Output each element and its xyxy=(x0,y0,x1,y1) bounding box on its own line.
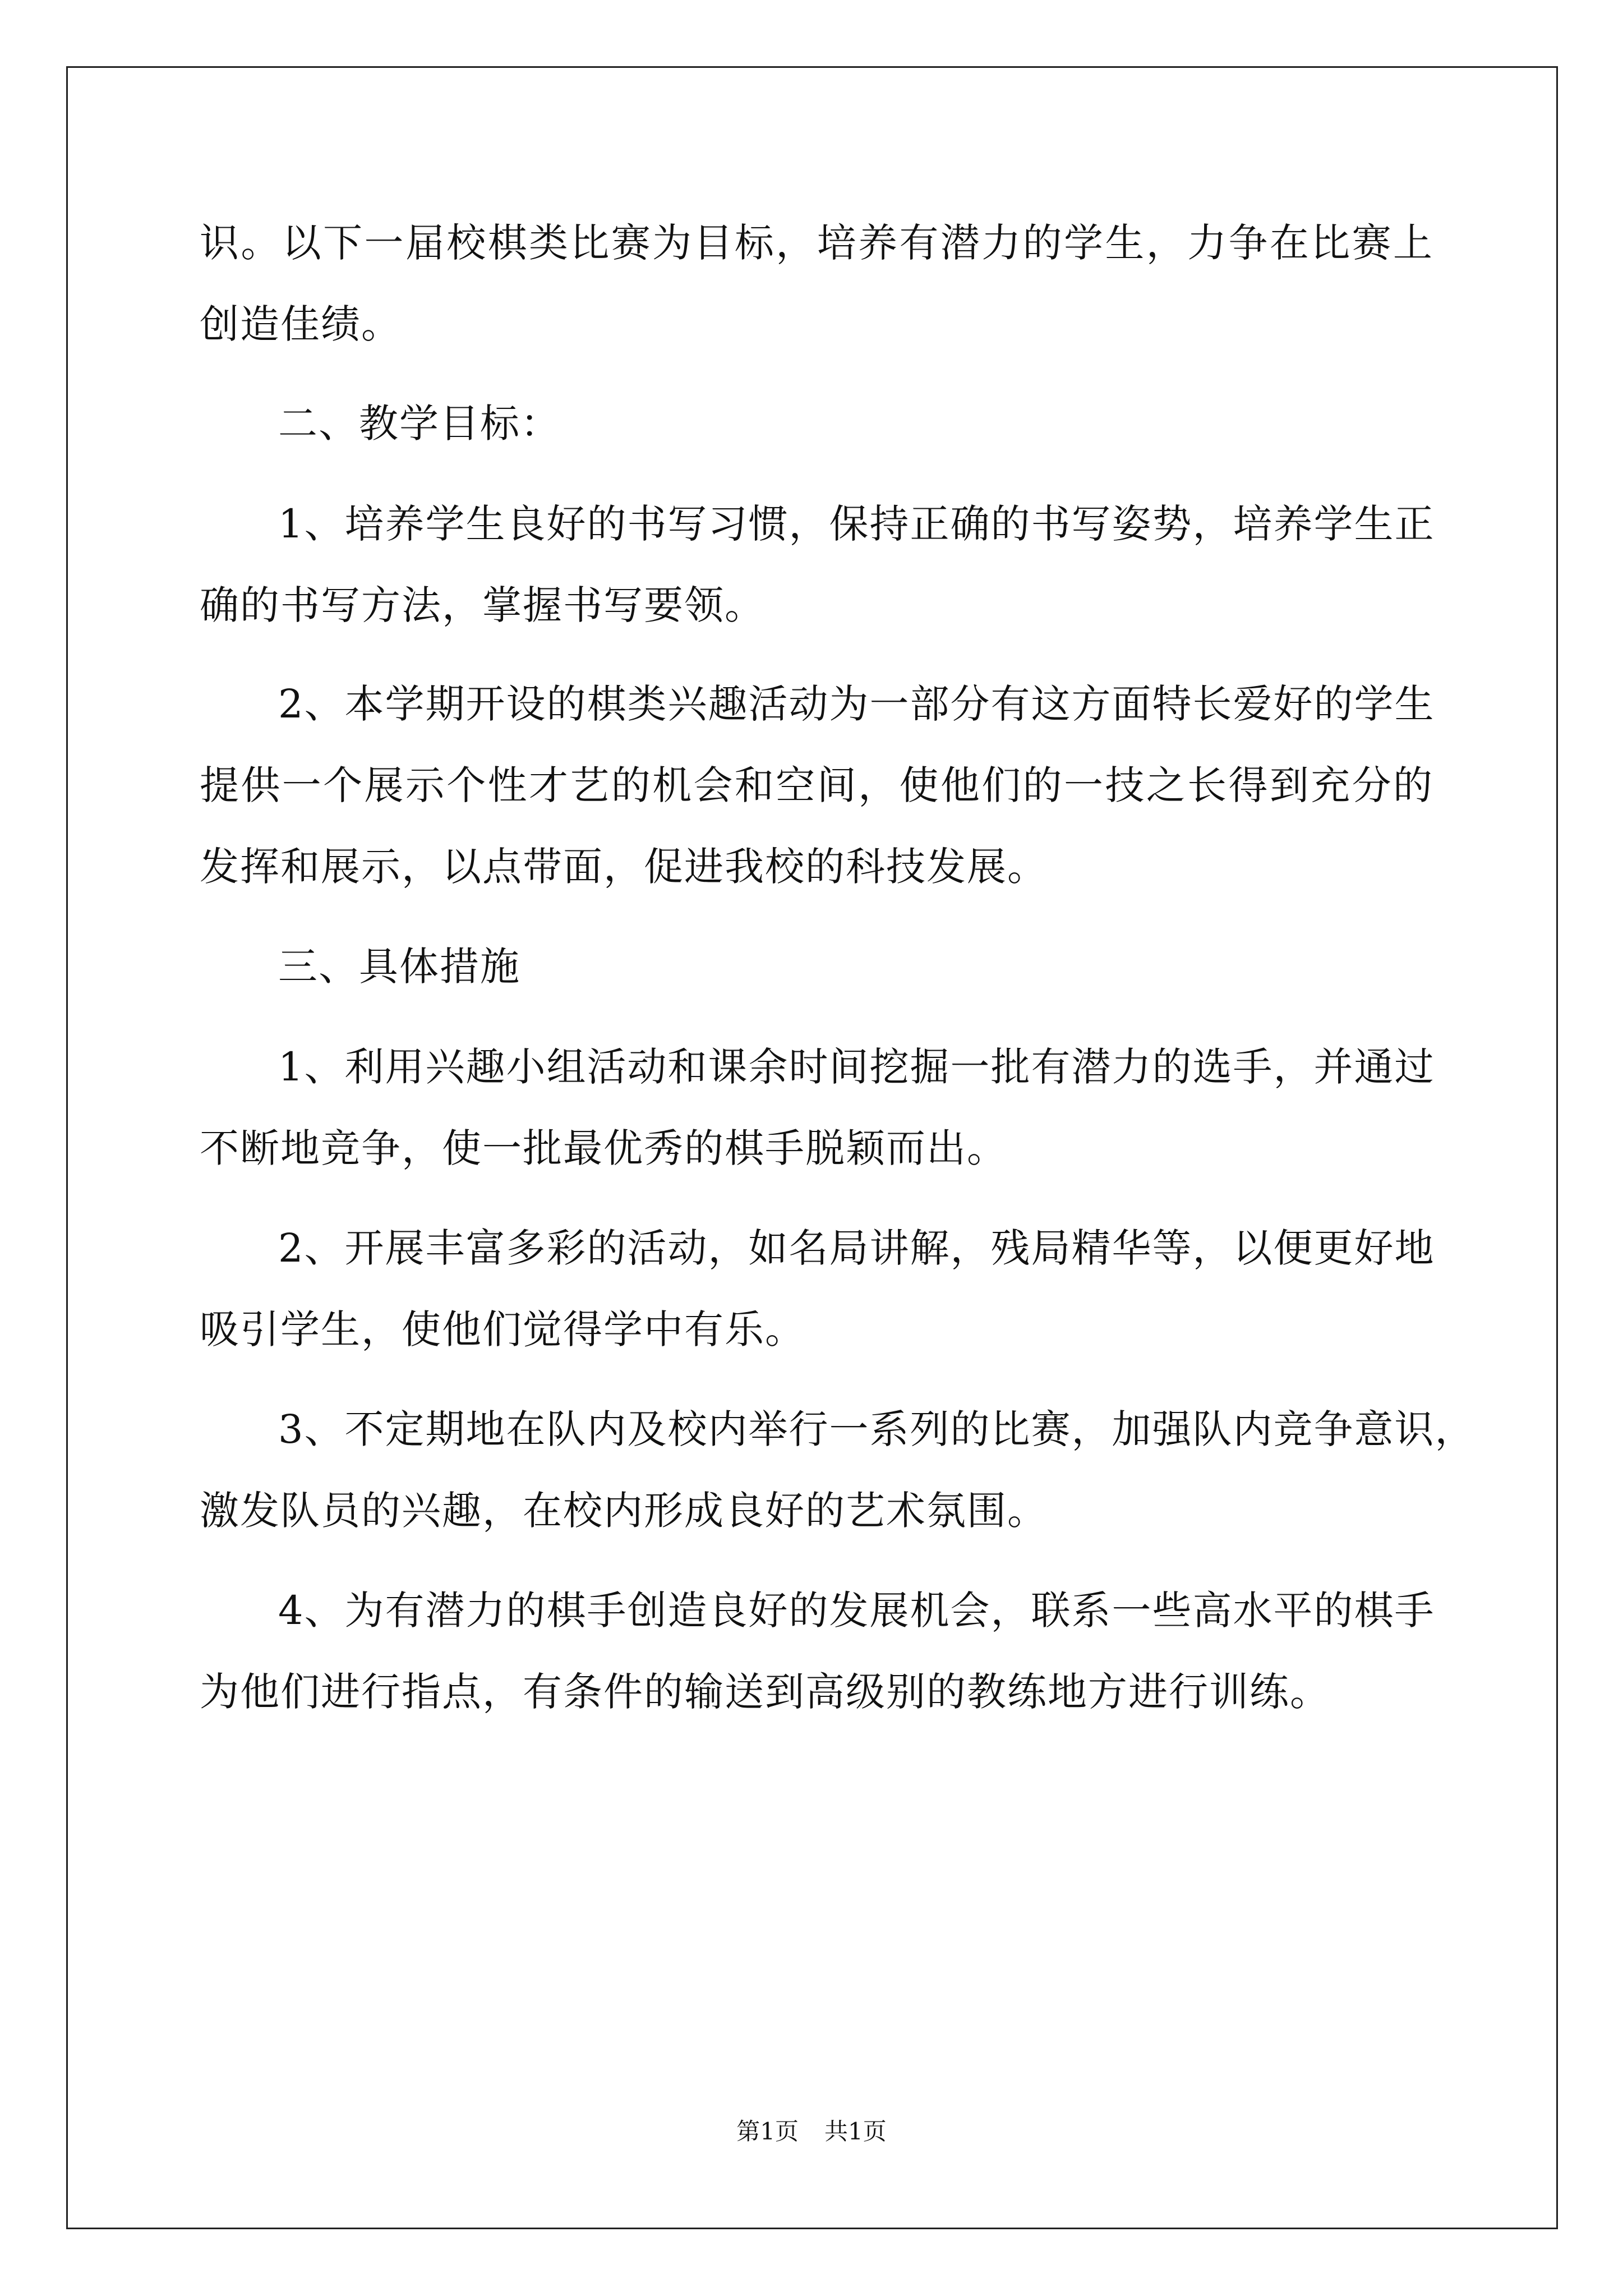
paragraph-line: 为他们进行指点，有条件的输送到高级别的教练地方进行训练。 xyxy=(200,1669,1330,1715)
paragraph-line: 创造佳绩。 xyxy=(200,301,402,347)
page-number: 第1页 xyxy=(736,2118,799,2145)
paragraph-line: 识。以下一届校棋类比赛为目标，培养有潜力的学生，力争在比赛上 xyxy=(200,220,1433,266)
paragraph-line: 2、本学期开设的棋类兴趣活动为一部分有这方面特长爱好的学生 xyxy=(278,681,1435,727)
paragraph-line: 确的书写方法，掌握书写要领。 xyxy=(200,582,765,628)
page-footer xyxy=(0,2118,1623,2146)
paragraph-line: 1、利用兴趣小组活动和课余时间挖掘一批有潜力的选手，并通过 xyxy=(278,1044,1435,1090)
paragraph-line: 吸引学生，使他们觉得学中有乐。 xyxy=(200,1306,805,1352)
paragraph-line: 激发队员的兴趣，在校内形成良好的艺术氛围。 xyxy=(200,1488,1048,1534)
section-heading: 二、教学目标： xyxy=(278,401,561,447)
paragraph-line: 发挥和展示，以点带面，促进我校的科技发展。 xyxy=(200,844,1048,890)
paragraph-line: 3、不定期地在队内及校内举行一系列的比赛，加强队内竞争意识， xyxy=(278,1406,1476,1452)
paragraph-line: 不断地竞争，使一批最优秀的棋手脱颖而出。 xyxy=(200,1125,1007,1171)
paragraph-line: 2、开展丰富多彩的活动，如名局讲解，残局精华等，以便更好地 xyxy=(278,1225,1435,1271)
paragraph-line: 提供一个展示个性才艺的机会和空间，使他们的一技之长得到充分的 xyxy=(200,762,1433,808)
section-heading: 三、具体措施 xyxy=(278,944,520,990)
paragraph-line: 1、培养学生良好的书写习惯，保持正确的书写姿势，培养学生正 xyxy=(278,501,1435,547)
page-total: 共1页 xyxy=(824,2118,887,2145)
paragraph-line: 4、为有潜力的棋手创造良好的发展机会，联系一些高水平的棋手 xyxy=(278,1588,1435,1634)
